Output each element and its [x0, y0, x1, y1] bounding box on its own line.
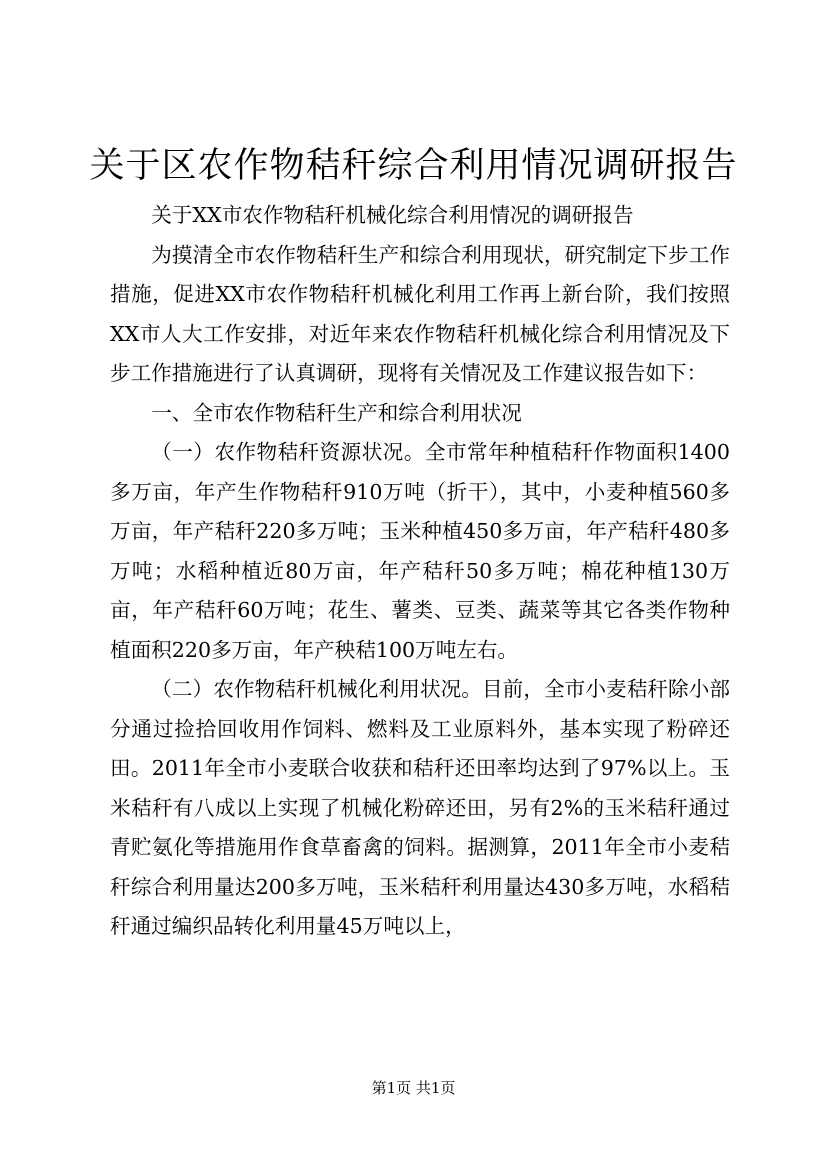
document-body	[110, 196, 730, 947]
page-footer: 第1页 共1页	[371, 1079, 456, 1097]
paragraph-resources: （一）农作物秸秆资源状况。全市常年种植秸秆作物面积1400多万亩，年产生作物秸秆910万吨（折干），其中，小麦种植560多万亩，年产秸秆220多万吨；玉米种植450多万亩，年产秸秆480多万吨；水稻种植近80万亩，年产秸秆50多万吨；棉花种植130万亩，年产秸秆60万吨；花生、薯类、豆类、蔬菜等其它各类作物种植面积220多万亩，年产秧秸100万吨左右。	[110, 440, 730, 662]
document-title: 关于区农作物秸秆综合利用情况调研报告	[89, 146, 738, 186]
document-subtitle: 关于XX市农作物秸秆机械化综合利用情况的调研报告	[151, 203, 634, 227]
paragraph-intro: 为摸清全市农作物秸秆生产和综合利用现状，研究制定下步工作措施，促进XX市农作物秸秆机械化利用工作再上新台阶，我们按照XX市人大工作安排，对近年来农作物秸秆机械化综合利用情况及下步工作措施进行了认真调研，现将有关情况及工作建议报告如下：	[110, 242, 730, 385]
paragraph-mechanization: （二）农作物秸秆机械化利用状况。目前，全市小麦秸秆除小部分通过捡拾回收用作饲料、燃料及工业原料外，基本实现了粉碎还田。2011年全市小麦联合收获和秸秆还田率均达到了97%以上。玉米秸秆有八成以上实现了机械化粉碎还田，另有2%的玉米秸秆通过青贮氨化等措施用作食草畜禽的饲料。据测算，2011年全市小麦秸秆综合利用量达200多万吨，玉米秸秆利用量达430多万吨，水稻秸秆通过编织品转化利用量45万吨以上，	[110, 677, 730, 938]
section-heading: 一、全市农作物秸秆生产和综合利用状况	[151, 400, 522, 425]
